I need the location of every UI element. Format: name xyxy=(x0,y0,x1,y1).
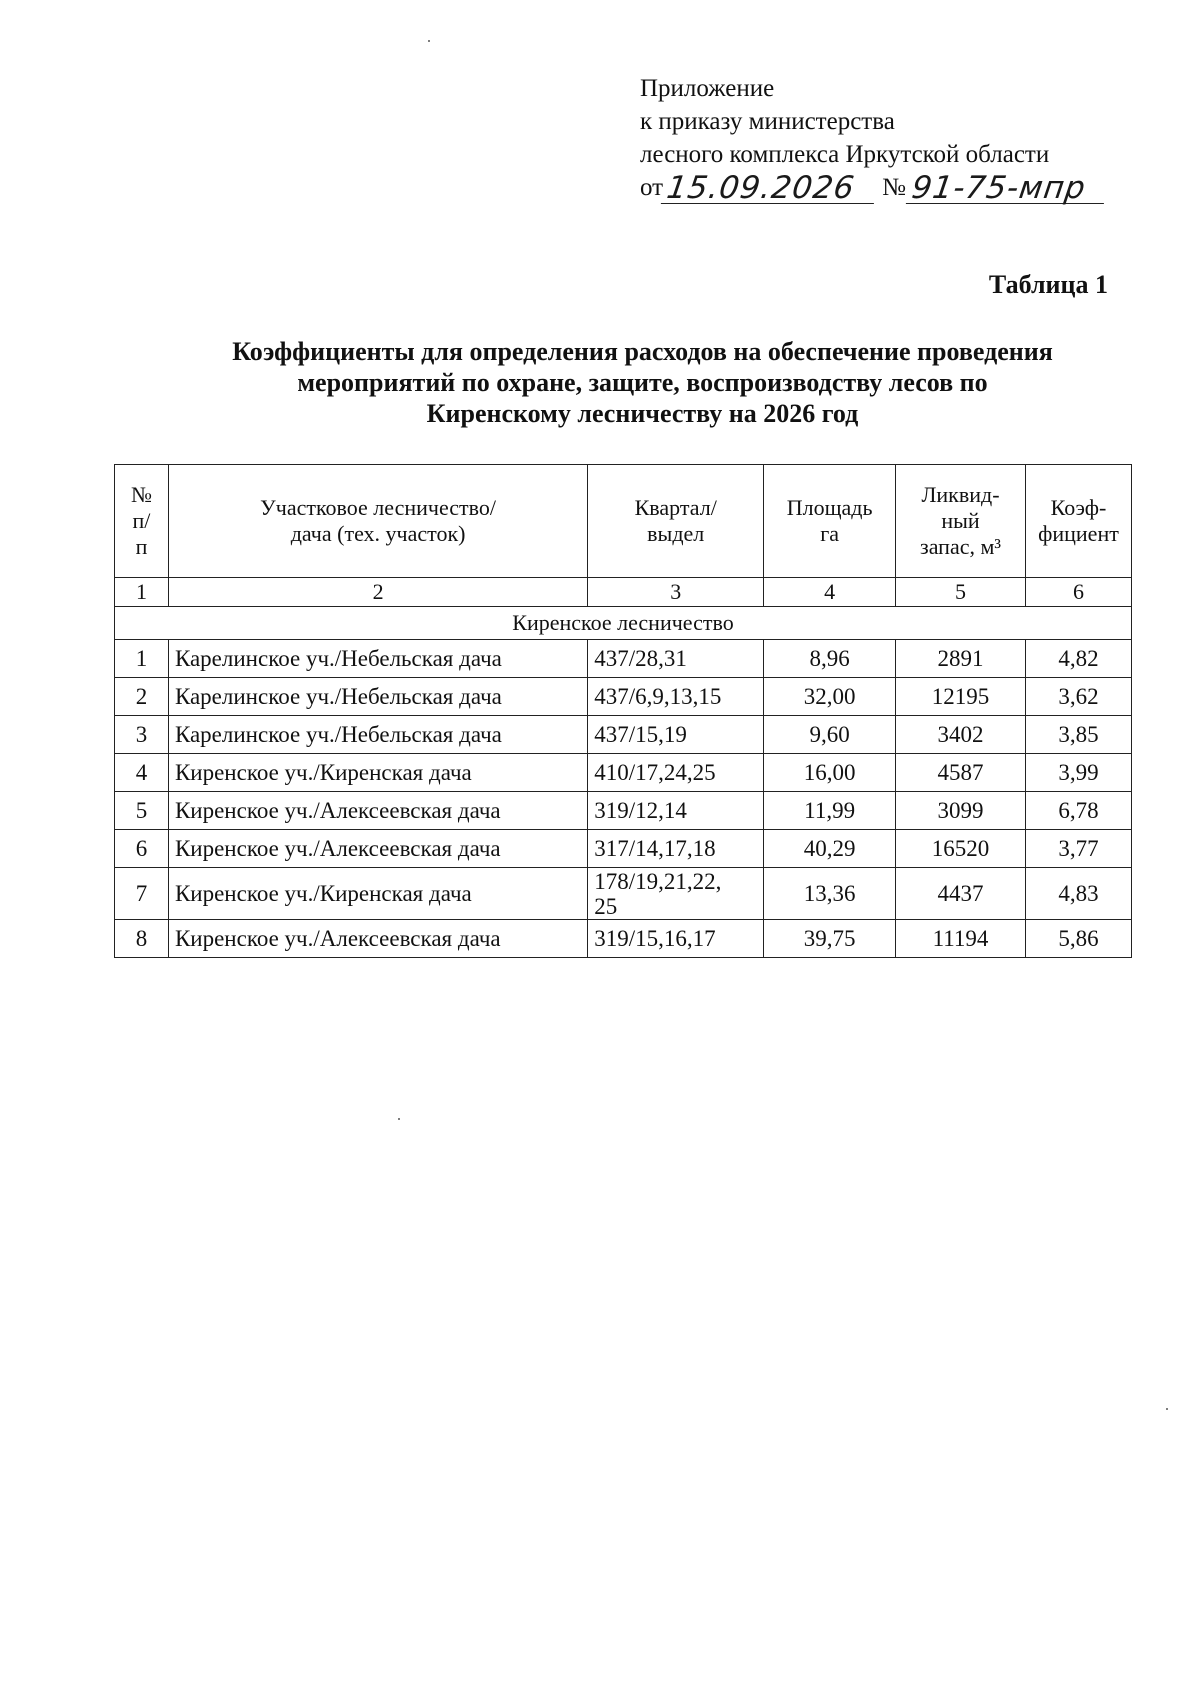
area-cell: 32,00 xyxy=(764,678,896,716)
stock-cell: 4437 xyxy=(896,868,1026,920)
header-num-line: № xyxy=(130,482,152,507)
header-area-line: Площадь xyxy=(786,495,873,520)
column-number: 4 xyxy=(764,578,896,607)
stock-cell: 2891 xyxy=(896,640,1026,678)
quarter-allotment-cell: 319/15,16,17 xyxy=(588,920,764,958)
stock-cell: 3402 xyxy=(896,716,1026,754)
appendix-line-1: Приложение xyxy=(640,75,775,102)
header-forestry-district xyxy=(168,465,587,578)
header-stock-line: Ликвид- xyxy=(921,482,1000,507)
area-cell: 40,29 xyxy=(764,830,896,868)
header-stock-line: ный xyxy=(941,508,980,533)
district-cell: Киренское уч./Киренская дача xyxy=(168,754,587,792)
coefficient-cell: 3,85 xyxy=(1025,716,1131,754)
row-number-cell: 3 xyxy=(115,716,169,754)
coefficient-cell: 6,78 xyxy=(1025,792,1131,830)
stock-cell: 4587 xyxy=(896,754,1026,792)
coefficient-cell: 3,62 xyxy=(1025,678,1131,716)
column-number: 5 xyxy=(896,578,1026,607)
stock-cell: 16520 xyxy=(896,830,1026,868)
title-line-2: мероприятий по охране, защите, воспроизводству лесов по xyxy=(297,368,988,397)
header-num-line: п xyxy=(135,534,148,559)
handwritten-date: 15.09.2026 xyxy=(661,173,878,204)
row-number-cell: 7 xyxy=(115,868,169,920)
header-name-line: Участковое лесничество/ xyxy=(260,495,497,520)
header-kv-line: выдел xyxy=(647,521,705,546)
from-prefix: от xyxy=(640,174,664,201)
column-number: 2 xyxy=(168,578,587,607)
section-row xyxy=(115,607,1132,640)
header-num-line: п/ xyxy=(132,508,151,533)
coefficients-table xyxy=(114,464,1132,958)
number-sign: № xyxy=(882,174,906,201)
row-number-cell: 4 xyxy=(115,754,169,792)
quarter-allotment-cell: 437/15,19 xyxy=(588,716,764,754)
table-header-row xyxy=(115,465,1132,578)
column-number: 3 xyxy=(588,578,764,607)
header-quarter-allotment xyxy=(588,465,764,578)
header-coef-line: фициент xyxy=(1038,521,1119,546)
area-cell: 8,96 xyxy=(764,640,896,678)
district-cell: Киренское уч./Киренская дача xyxy=(168,868,587,920)
quarter-allotment-cell: 410/17,24,25 xyxy=(588,754,764,792)
table-row xyxy=(115,716,1132,754)
quarter-allotment-cell: 319/12,14 xyxy=(588,792,764,830)
table-row xyxy=(115,640,1132,678)
row-number-cell: 6 xyxy=(115,830,169,868)
coefficient-cell: 5,86 xyxy=(1025,920,1131,958)
header-coefficient xyxy=(1025,465,1131,578)
header-stock-line: запас, м³ xyxy=(920,534,1002,559)
scan-speck xyxy=(398,1118,400,1120)
table-body xyxy=(115,640,1132,958)
column-number: 6 xyxy=(1025,578,1131,607)
row-number-cell: 2 xyxy=(115,678,169,716)
district-cell: Карелинское уч./Небельская дача xyxy=(168,716,587,754)
section-title: Киренское лесничество xyxy=(115,607,1132,640)
table-row xyxy=(115,754,1132,792)
stock-cell: 3099 xyxy=(896,792,1026,830)
header-liquid-stock xyxy=(896,465,1026,578)
table-row xyxy=(115,792,1132,830)
table-row xyxy=(115,920,1132,958)
area-cell: 39,75 xyxy=(764,920,896,958)
handwritten-order-number: 91-75-мпр xyxy=(906,173,1108,204)
area-cell: 13,36 xyxy=(764,868,896,920)
district-cell: Киренское уч./Алексеевская дача xyxy=(168,830,587,868)
table-row xyxy=(115,868,1132,920)
district-cell: Карелинское уч./Небельская дача xyxy=(168,640,587,678)
header-name-line: дача (тех. участок) xyxy=(290,521,466,546)
scan-speck xyxy=(1166,1408,1168,1410)
scan-speck xyxy=(428,40,430,42)
header-kv-line: Квартал/ xyxy=(634,495,717,520)
table-label: Таблица 1 xyxy=(988,270,1108,299)
district-cell: Карелинское уч./Небельская дача xyxy=(168,678,587,716)
appendix-line-3: лесного комплекса Иркутской области xyxy=(640,141,1050,168)
appendix-line-2: к приказу министерства xyxy=(640,108,895,135)
area-cell: 9,60 xyxy=(764,716,896,754)
quarter-allotment-cell: 317/14,17,18 xyxy=(588,830,764,868)
row-number-cell: 1 xyxy=(115,640,169,678)
appendix-date-number-line xyxy=(640,171,1106,204)
district-cell: Киренское уч./Алексеевская дача xyxy=(168,920,587,958)
header-coef-line: Коэф- xyxy=(1050,495,1107,520)
stock-cell: 12195 xyxy=(896,678,1026,716)
table-row xyxy=(115,830,1132,868)
coefficient-cell: 4,82 xyxy=(1025,640,1131,678)
area-cell: 11,99 xyxy=(764,792,896,830)
header-area xyxy=(764,465,896,578)
table-row xyxy=(115,678,1132,716)
header-num xyxy=(115,465,169,578)
quarter-allotment-cell: 437/6,9,13,15 xyxy=(588,678,764,716)
header-area-line: га xyxy=(820,521,840,546)
coefficient-cell: 3,99 xyxy=(1025,754,1131,792)
coefficient-cell: 4,83 xyxy=(1025,868,1131,920)
row-number-cell: 5 xyxy=(115,792,169,830)
column-number-row xyxy=(115,578,1132,607)
row-number-cell: 8 xyxy=(115,920,169,958)
title-line-1: Коэффициенты для определения расходов на обеспечение проведения xyxy=(232,337,1053,366)
title-line-3: Киренскому лесничеству на 2026 год xyxy=(426,399,859,428)
quarter-allotment-cell: 178/19,21,22, 25 xyxy=(588,868,764,920)
area-cell: 16,00 xyxy=(764,754,896,792)
quarter-allotment-cell: 437/28,31 xyxy=(588,640,764,678)
column-number: 1 xyxy=(115,578,169,607)
stock-cell: 11194 xyxy=(896,920,1026,958)
district-cell: Киренское уч./Алексеевская дача xyxy=(168,792,587,830)
appendix-block xyxy=(640,72,1106,204)
coefficient-cell: 3,77 xyxy=(1025,830,1131,868)
document-title xyxy=(150,336,1135,429)
